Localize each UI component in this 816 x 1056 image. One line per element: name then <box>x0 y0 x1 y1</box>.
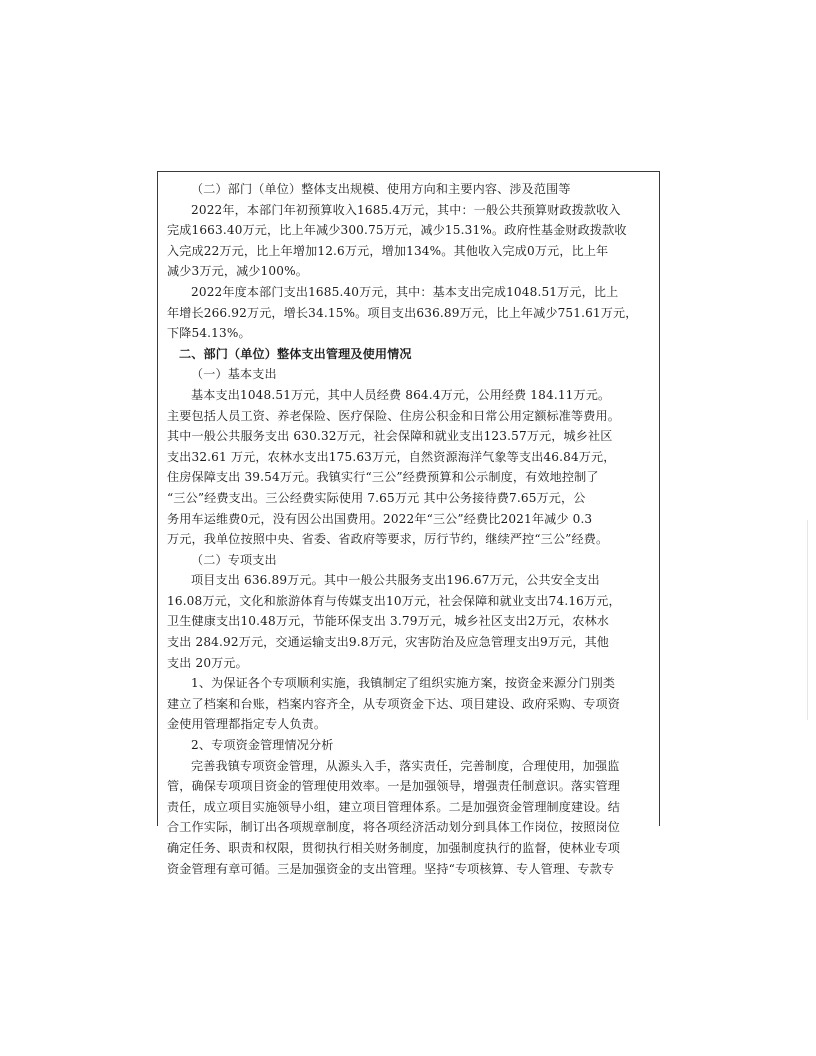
paragraph-line: 资金管理有章可循。三是加强资金的支出管理。坚持“专项核算、专人管理、专款专 <box>167 861 615 876</box>
section-heading-management: 二、部门（单位）整体支出管理及使用情况 <box>179 346 412 361</box>
paragraph-line: 完善我镇专项资金管理，从源头入手，落实责任，完善制度，合理使用，加强监 <box>191 758 620 773</box>
paragraph-line: 责任，成立项目实施领导小组，建立项目管理体系。二是加强资金管理制度建设。结 <box>167 799 621 814</box>
paragraph-line: 减少3万元，减少100%。 <box>167 264 308 279</box>
paragraph-line: 支出 20万元。 <box>167 655 248 670</box>
subsection-heading-fund-analysis: 2、专项资金管理情况分析 <box>191 738 334 753</box>
paragraph-line: 万元，我单位按照中央、省委、省政府等要求，厉行节约，继续严控“三公”经费。 <box>167 532 609 547</box>
paragraph-line: 住房保障支出 39.54万元。我镇实行“三公”经费预算和公示制度，有效地控制了 <box>167 470 599 485</box>
paragraph-line: 卫生健康支出10.48万元，节能环保支出 3.79万元，城乡社区支出2万元，农林水 <box>167 614 610 629</box>
paragraph-line: 支出32.61 万元，农林水支出175.63万元，自然资源海洋气象等支出46.84万元， <box>167 449 616 464</box>
paragraph-line: 建立了档案和台账，档案内容齐全，从专项资金下达、项目建设、政府采购、专项资 <box>167 696 621 711</box>
paragraph-line: “三公”经费支出。三公经费实际使用 7.65万元 其中公务接待费7.65万元，公 <box>167 490 586 505</box>
paragraph-line: 基本支出1048.51万元，其中人员经费 864.4万元，公用经费 184.11万元。 <box>191 387 611 402</box>
paragraph-line: 年增长266.92万元，增长34.15%。项目支出636.89万元，比上年减少751.61万元， <box>167 305 638 320</box>
paragraph-line: 16.08万元，文化和旅游体育与传媒支出10万元，社会保障和就业支出74.16万元， <box>167 593 621 608</box>
paragraph-line: 金使用管理都指定专人负责。 <box>167 717 327 732</box>
paragraph-line: 确定任务、职责和权限，贯彻执行相关财务制度，加强制度执行的监督，使林业专项 <box>167 841 621 855</box>
paragraph-line: 1、为保证各个专项顺利实施，我镇制定了组织实施方案，按资金来源分门别类 <box>191 676 616 691</box>
paragraph-line: 合工作实际，制订出各项规章制度，将各项经济活动划分到具体工作岗位，按照岗位 <box>167 820 621 835</box>
document-table-cell <box>157 171 660 876</box>
paragraph-line: 2022年，本部门年初预算收入1685.4万元，其中：一般公共预算财政拨款收入 <box>191 202 621 217</box>
paragraph-line: 项目支出 636.89万元。其中一般公共服务支出196.67万元，公共安全支出 <box>191 573 600 588</box>
paragraph-line: 下降54.13%。 <box>167 326 251 341</box>
paragraph-line: 2022年度本部门支出1685.40万元，其中：基本支出完成1048.51万元，比上 <box>191 284 619 299</box>
paragraph-line: 务用车运维费0元，没有因公出国费用。2022年“三公”经费比2021年减少 0.3 <box>167 511 593 526</box>
subsection-heading-special-expenditure: （二）专项支出 <box>191 552 277 567</box>
paragraph-line: 其中一般公共服务支出 630.32万元，社会保障和就业支出123.57万元，城乡社区 <box>167 429 613 444</box>
paragraph-line: 支出 284.92万元，交通运输支出9.8万元，灾害防治及应急管理支出9万元，其他 <box>167 635 610 650</box>
section-heading-overall-expenditure: （二）部门（单位）整体支出规模、使用方向和主要内容、涉及范围等 <box>191 182 571 196</box>
scan-edge-mark <box>807 520 808 720</box>
paragraph-line: 主要包括人员工资、养老保险、医疗保险、住房公积金和日常公用定额标准等费用。 <box>167 408 621 423</box>
paragraph-line: 管，确保专项项目资金的管理使用效率。一是加强领导，增强责任制意识。落实管理 <box>167 779 621 794</box>
subsection-heading-basic-expenditure: （一）基本支出 <box>191 367 277 382</box>
paragraph-line: 完成1663.40万元，比上年减少300.75万元，减少15.31%。政府性基金财政拨款收 <box>167 223 627 238</box>
paragraph-line: 入完成22万元，比上年增加12.6万元，增加134%。其他收入完成0万元，比上年 <box>167 243 609 258</box>
